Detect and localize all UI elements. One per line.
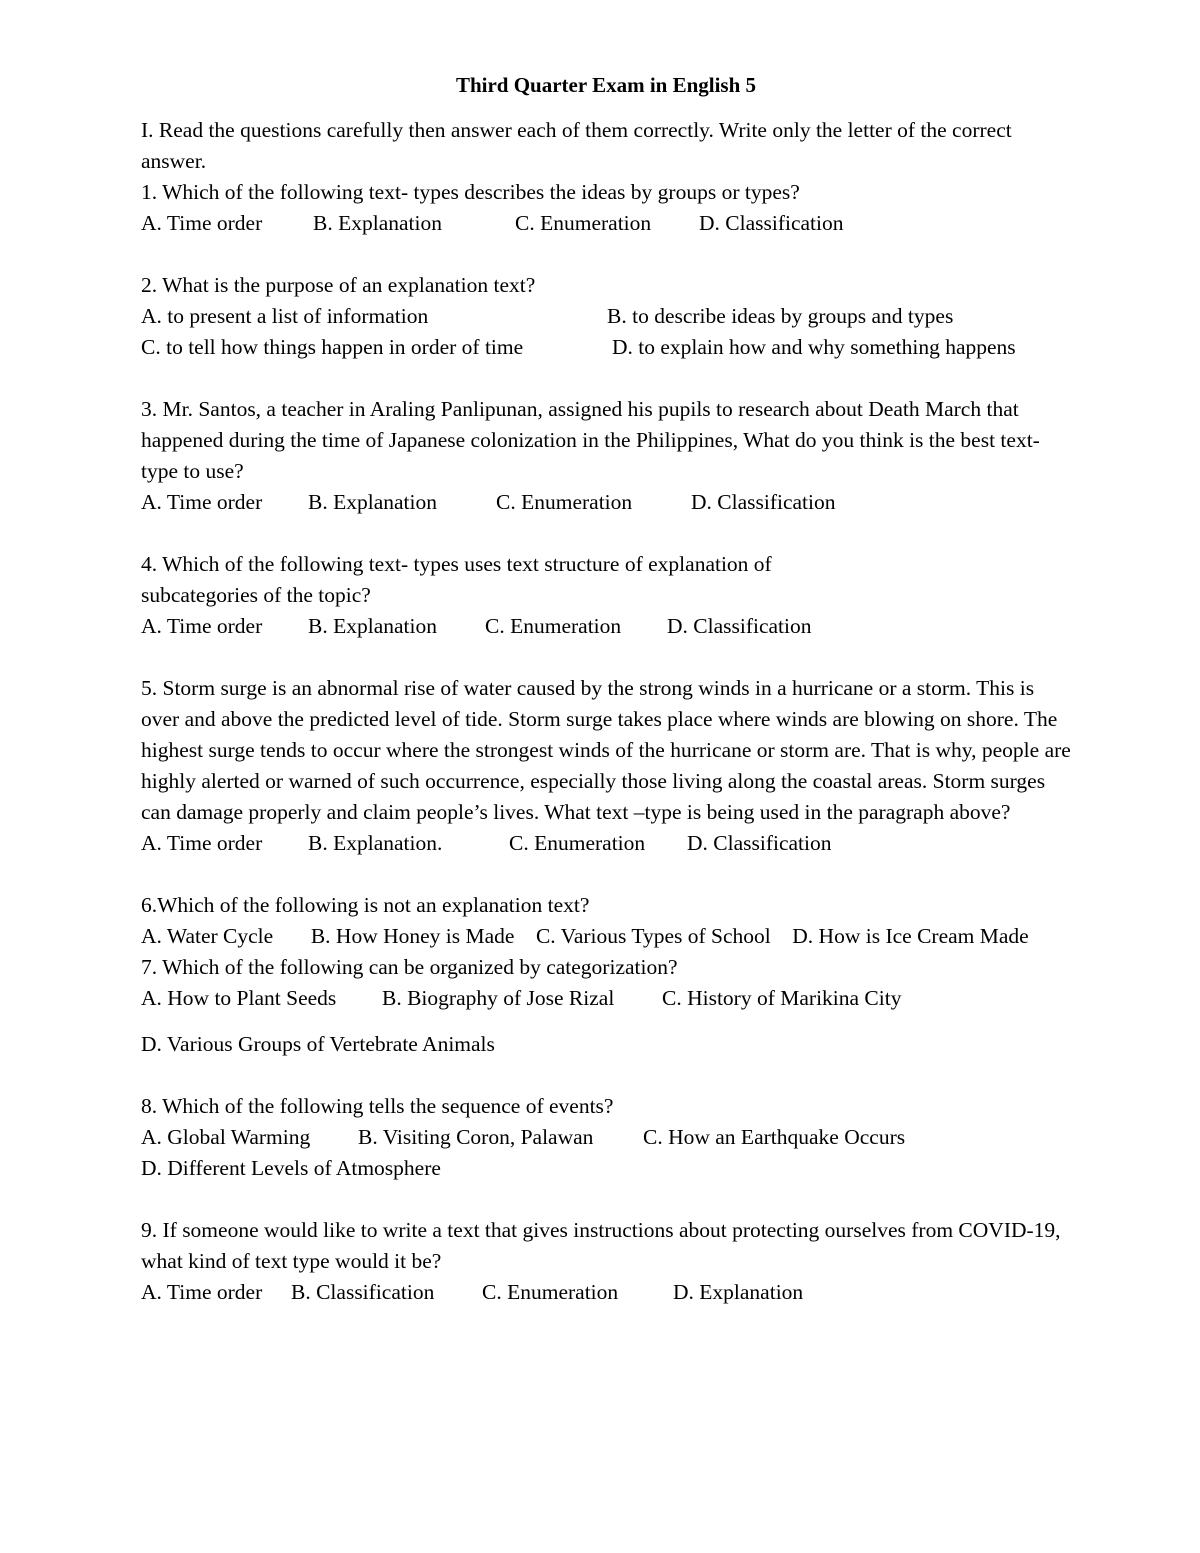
options-row xyxy=(141,921,1071,952)
exam-page xyxy=(141,70,1071,1339)
options-row xyxy=(141,1029,1071,1060)
option-b: B. Classification xyxy=(291,1280,435,1304)
option-d: D. Different Levels of Atmosphere xyxy=(141,1156,441,1180)
option-a: A. Time order xyxy=(141,490,263,514)
question-stem: 1. Which of the following text- types describes the ideas by groups or types? xyxy=(141,180,800,204)
option-a: A. Time order xyxy=(141,614,263,638)
question-stem-line-1: 4. Which of the following text- types uses text structure of explanation of xyxy=(141,552,772,576)
option-a: A. Global Warming xyxy=(141,1125,311,1149)
option-d: D. to explain how and why something happens xyxy=(612,335,1016,359)
option-c: C. Enumeration xyxy=(482,1280,619,1304)
question-stem: 8. Which of the following tells the sequence of events? xyxy=(141,1094,614,1118)
instructions: I. Read the questions carefully then answer each of them correctly. Write only the letter of the correct answer. xyxy=(141,118,1012,173)
option-a: A. Time order xyxy=(141,831,263,855)
option-d: D. Classification xyxy=(699,211,844,235)
question-stem: 5. Storm surge is an abnormal rise of water caused by the strong winds in a hurricane or a storm. This is over and above the predicted level of tide. Storm surge takes place where winds are blowing on shore. The highest surge tends to occur where the strongest winds of the hurricane or storm are. That is why, people are highly alerted or warned of such occurrence, especially those living along the coastal areas. Storm surges can damage properly and claim people’s lives. What text –type is being used in the paragraph above? xyxy=(141,676,1071,824)
option-d: D. Classification xyxy=(691,490,836,514)
options-row xyxy=(141,828,1071,859)
question-stem: 2. What is the purpose of an explanation text? xyxy=(141,273,536,297)
question-3 xyxy=(141,394,1071,518)
option-a: A. to present a list of information xyxy=(141,304,429,328)
option-a: A. Water Cycle xyxy=(141,924,274,948)
option-b: B. Visiting Coron, Palawan xyxy=(358,1125,594,1149)
question-8 xyxy=(141,1091,1071,1184)
question-stem: 7. Which of the following can be organized by categorization? xyxy=(141,955,678,979)
option-d: D. Classification xyxy=(667,614,812,638)
option-b: B. How Honey is Made xyxy=(310,924,515,948)
question-stem-line-2: subcategories of the topic? xyxy=(141,583,371,607)
question-9 xyxy=(141,1215,1071,1308)
question-5 xyxy=(141,673,1071,859)
options-row xyxy=(141,301,1071,332)
options-row xyxy=(141,983,1071,1014)
option-b: B. Explanation xyxy=(308,614,437,638)
exam-title: Third Quarter Exam in English 5 xyxy=(455,73,757,97)
option-b: B. to describe ideas by groups and types xyxy=(607,304,954,328)
question-stem: 9. If someone would like to write a text that gives instructions about protecting ourselves from COVID-19, what kind of text type would it be? xyxy=(141,1218,1061,1273)
option-a: A. How to Plant Seeds xyxy=(141,986,337,1010)
option-c: C. Enumeration xyxy=(485,614,622,638)
question-stem: 6.Which of the following is not an explanation text? xyxy=(141,893,590,917)
option-c: C. to tell how things happen in order of time xyxy=(141,335,524,359)
option-d: D. Various Groups of Vertebrate Animals xyxy=(141,1032,495,1056)
question-stem: 3. Mr. Santos, a teacher in Araling Panlipunan, assigned his pupils to research about Death March that happened during the time of Japanese colonization in the Philippines, What do you think is the best text-type to use? xyxy=(141,397,1040,483)
options-row xyxy=(141,1122,1071,1153)
option-d: D. Explanation xyxy=(673,1280,804,1304)
option-c: C. History of Marikina City xyxy=(662,986,902,1010)
option-b: B. Explanation xyxy=(308,490,437,514)
options-row xyxy=(141,1277,1071,1308)
option-c: C. Enumeration xyxy=(515,211,652,235)
options-row xyxy=(141,332,1071,363)
options-row xyxy=(141,208,1071,239)
option-a: A. Time order xyxy=(141,1280,263,1304)
question-7 xyxy=(141,952,1071,1060)
option-c: C. Various Types of School xyxy=(535,924,771,948)
option-b: B. Biography of Jose Rizal xyxy=(382,986,615,1010)
option-b: B. Explanation xyxy=(313,211,442,235)
question-2 xyxy=(141,270,1071,363)
question-1 xyxy=(141,177,1071,239)
option-d: D. How is Ice Cream Made xyxy=(792,924,1029,948)
options-row xyxy=(141,1153,1071,1184)
question-4 xyxy=(141,549,1071,642)
question-6 xyxy=(141,890,1071,952)
option-d: D. Classification xyxy=(687,831,832,855)
option-c: C. How an Earthquake Occurs xyxy=(643,1125,906,1149)
option-c: C. Enumeration xyxy=(496,490,633,514)
option-a: A. Time order xyxy=(141,211,263,235)
options-row xyxy=(141,487,1071,518)
option-b: B. Explanation. xyxy=(308,831,443,855)
option-c: C. Enumeration xyxy=(509,831,646,855)
options-row xyxy=(141,611,1071,642)
